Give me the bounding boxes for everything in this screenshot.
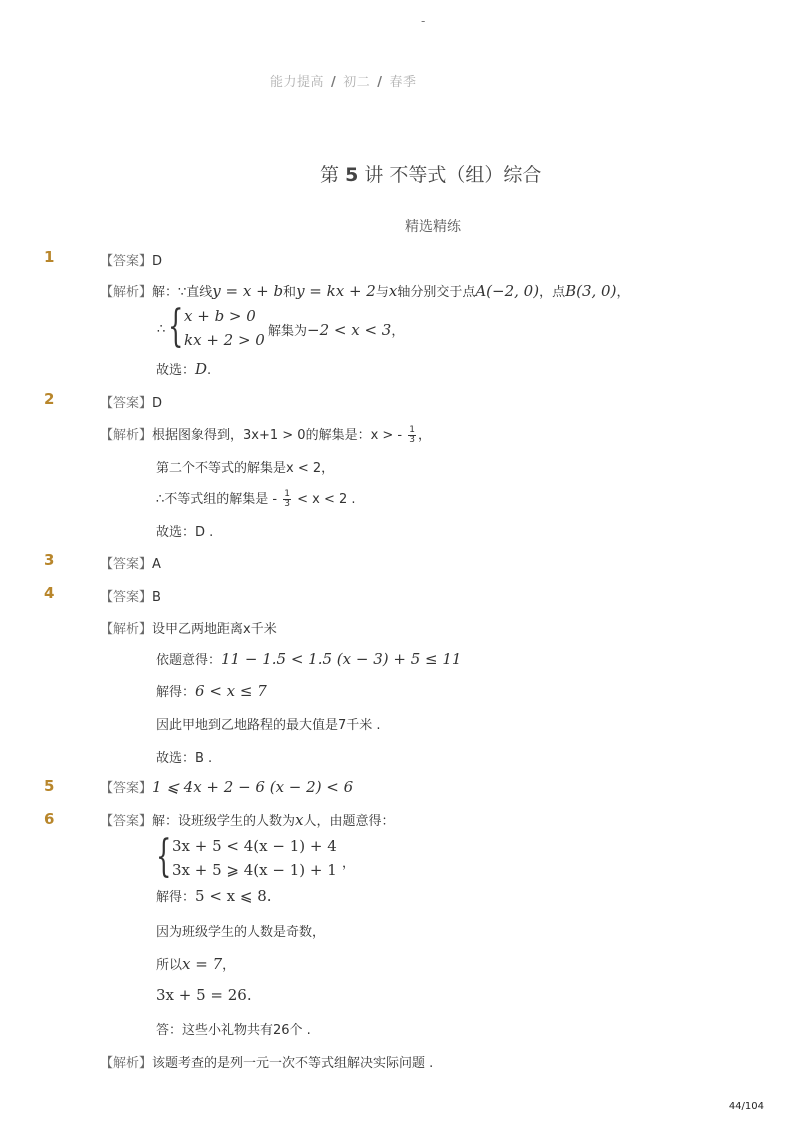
analysis-label: 【解析】 — [100, 428, 153, 443]
title-number: 5 — [345, 164, 359, 186]
math: D — [195, 360, 208, 378]
breadcrumb-sep: / — [377, 75, 383, 90]
math: 11 − 1.5 < 1.5 (x − 3) + 5 ≤ 11 — [221, 650, 462, 668]
question-number: 2 — [44, 390, 55, 408]
text-line — [156, 649, 461, 668]
math: x — [295, 811, 304, 829]
text-line: 答：这些小礼物共有26个 . — [156, 1023, 311, 1038]
text-line: 3x + 5 = 26. — [156, 986, 252, 1004]
page-number: 44/104 — [728, 1101, 764, 1112]
answer-line — [100, 777, 353, 796]
text-line: 因为班级学生的人数是奇数， — [156, 925, 326, 940]
answer-value: D — [152, 396, 163, 411]
text-line: 因此甲地到乙地路程的最大值是7千米 . — [156, 718, 381, 733]
analysis-line — [100, 281, 629, 300]
solution-line — [268, 320, 404, 339]
math: A(−2, 0) — [475, 282, 540, 300]
denominator: 3 — [409, 435, 415, 445]
header-dash: - — [421, 14, 426, 28]
math: x — [388, 282, 398, 300]
answer-value: A — [152, 557, 161, 572]
analysis-line — [100, 618, 277, 637]
answer-value: 1 ⩽ 4x + 2 − 6 (x − 2) < 6 — [152, 778, 354, 796]
system-line: 3x + 5 ⩾ 4(x − 1) + 1 — [172, 861, 337, 879]
text: . — [207, 363, 212, 378]
answer-line — [100, 810, 395, 829]
answer-value: D — [152, 254, 163, 269]
text: 根据图象得到，3x+1 > 0的解集是：x > - — [152, 428, 403, 443]
breadcrumb — [270, 71, 417, 90]
text: 设甲乙两地距离x千米 — [152, 622, 277, 637]
analysis-line — [100, 424, 431, 445]
analysis-label: 【解析】 — [100, 622, 153, 637]
math: 5 < x ⩽ 8 — [195, 887, 267, 905]
title-text: 讲 不等式（组）综合 — [364, 164, 542, 186]
text: ， — [616, 285, 630, 300]
system-line: x + b > 0 — [184, 307, 256, 325]
breadcrumb-sep: / — [331, 75, 337, 90]
answer-label: 【答案】 — [100, 557, 153, 572]
text: ，点 — [539, 285, 566, 300]
text-line — [156, 488, 356, 509]
question-number: 1 — [44, 248, 55, 266]
text: 所以 — [156, 958, 183, 973]
text: ， — [418, 428, 432, 443]
text-line: 故选：B . — [156, 751, 213, 766]
analysis-label: 【解析】 — [100, 285, 153, 300]
question-number: 3 — [44, 551, 55, 569]
system-line: kx + 2 > 0 — [184, 331, 265, 349]
text: 解得： — [156, 890, 196, 905]
answer-label: 【答案】 — [100, 814, 153, 829]
text: 人，由题意得： — [303, 814, 395, 829]
text: < x < 2 . — [297, 492, 356, 507]
system-comma: ， — [342, 856, 356, 871]
answer-label: 【答案】 — [100, 781, 153, 796]
answer-line — [100, 553, 161, 572]
answer-label: 【答案】 — [100, 590, 153, 605]
analysis-label: 【解析】 — [100, 1056, 153, 1071]
text: 故选： — [156, 363, 196, 378]
answer-line — [100, 250, 162, 269]
text: ∴不等式组的解集是 - — [156, 492, 278, 507]
answer-label: 【答案】 — [100, 396, 153, 411]
numerator: 1 — [284, 489, 290, 499]
text-line — [156, 954, 235, 973]
math: 6 < x ≤ 7 — [195, 682, 267, 700]
denominator: 3 — [284, 499, 290, 509]
system-brace: { — [168, 301, 184, 352]
text: 和 — [283, 285, 297, 300]
answer-label: 【答案】 — [100, 254, 153, 269]
math: x = 7 — [182, 955, 223, 973]
text: 解：∵直线 — [152, 285, 213, 300]
answer-line — [100, 392, 162, 411]
text: 该题考查的是列一元一次不等式组解决实际问题 . — [152, 1056, 434, 1071]
text: 解集为 — [268, 324, 308, 339]
text-line: 故选：D . — [156, 525, 214, 540]
math: B(3, 0) — [565, 282, 617, 300]
text-line — [156, 681, 267, 700]
fraction — [283, 490, 291, 509]
breadcrumb-level: 能力提高 — [270, 75, 325, 90]
choose-line — [156, 359, 211, 378]
section-subtitle: 精选精练 — [405, 219, 461, 235]
page-title — [320, 160, 541, 187]
fraction — [408, 426, 416, 445]
text: ， — [391, 324, 405, 339]
question-number: 6 — [44, 810, 55, 828]
breadcrumb-term: 春季 — [389, 75, 417, 90]
answer-line — [100, 586, 161, 605]
math: y = x + b — [212, 282, 284, 300]
text: 依题意得： — [156, 653, 222, 668]
system-line: 3x + 5 < 4(x − 1) + 4 — [172, 837, 337, 855]
text-line: 第二个不等式的解集是x < 2， — [156, 461, 335, 476]
math: 3x + 5 = 26 — [156, 986, 247, 1004]
text: 解得： — [156, 685, 196, 700]
math: −2 < x < 3 — [307, 321, 392, 339]
numerator: 1 — [409, 425, 415, 435]
text: 解：设班级学生的人数为 — [152, 814, 296, 829]
question-number: 4 — [44, 584, 55, 602]
breadcrumb-grade: 初二 — [343, 75, 371, 90]
math: y = kx + 2 — [296, 282, 376, 300]
text-line: 解得：5 < x ⩽ 8. — [156, 887, 272, 905]
answer-value: B — [152, 590, 161, 605]
text: ， — [222, 958, 236, 973]
text: 轴分别交于点 — [397, 285, 476, 300]
title-prefix: 第 — [320, 164, 340, 186]
text: 与 — [375, 285, 389, 300]
system-brace: { — [156, 831, 172, 882]
analysis-line — [100, 1052, 433, 1071]
therefore-symbol: ∴ — [157, 322, 166, 337]
question-number: 5 — [44, 777, 55, 795]
